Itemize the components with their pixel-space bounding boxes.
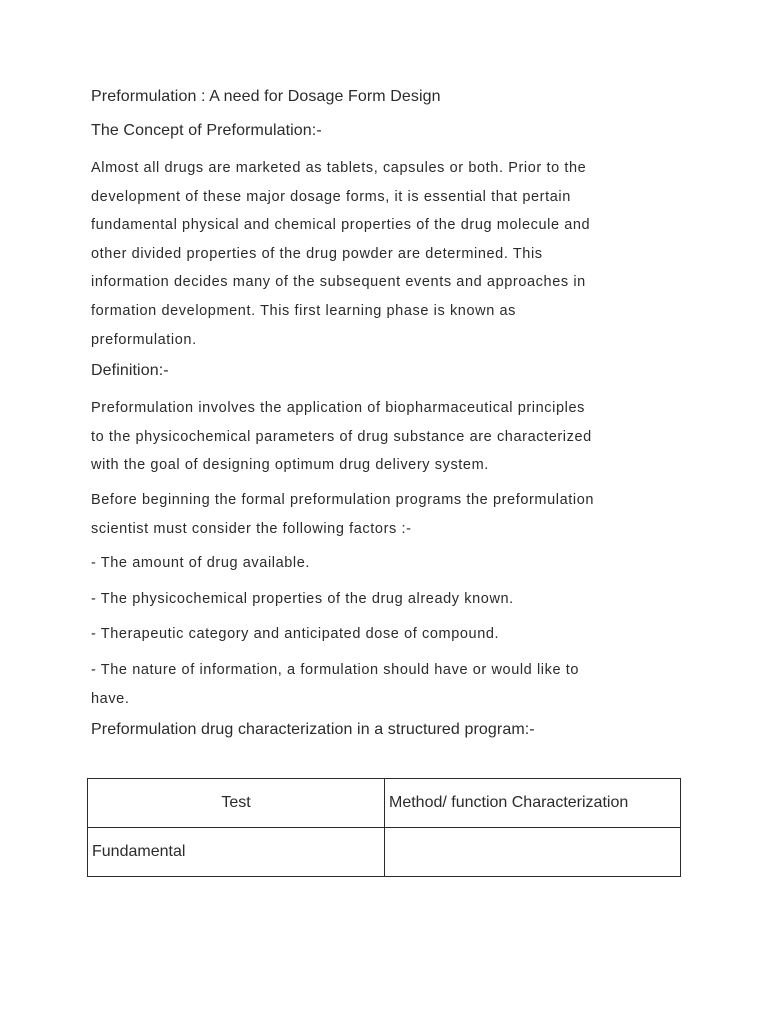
factor-item: - The physicochemical properties of the drug already known.	[91, 590, 514, 607]
definition-heading: Definition:-	[91, 362, 169, 380]
table-cell	[385, 828, 681, 877]
factor-item: - The amount of drug available.	[91, 555, 311, 572]
factor-item: - The nature of information, a formulation should have or would like to have.	[91, 661, 580, 707]
characterization-table	[87, 778, 681, 877]
table-row	[88, 828, 681, 877]
document-title: Preformulation : A need for Dosage Form Design	[91, 88, 441, 105]
factors-intro: Before beginning the formal preformulation programs the preformulation scientist must consider the following factors :-	[91, 491, 595, 537]
concept-heading: The Concept of Preformulation:-	[91, 122, 322, 139]
factor-item: - Therapeutic category and anticipated dose of compound.	[91, 626, 500, 643]
table-header-method: Method/ function Characterization	[385, 779, 681, 828]
concept-paragraph: Almost all drugs are marketed as tablets, capsules or both. Prior to the development of these major dosage forms, it is essential that pertain fundamental physical and chemical properties of the drug molecule and other divided properties of the drug powder are determined. This information decides many of the subsequent events and approaches in formation development. This first learning phase is known as preformulation.	[91, 160, 591, 348]
table-header-row	[88, 779, 681, 828]
definition-paragraph: Preformulation involves the application of biopharmaceutical principles to the physicochemical parameters of drug substance are characterized with the goal of designing optimum drug delivery system.	[91, 400, 592, 474]
table-header-test: Test	[88, 779, 385, 828]
table-cell: Fundamental	[88, 828, 385, 877]
document-page	[91, 86, 691, 753]
program-heading: Preformulation drug characterization in a structured program:-	[91, 721, 535, 739]
